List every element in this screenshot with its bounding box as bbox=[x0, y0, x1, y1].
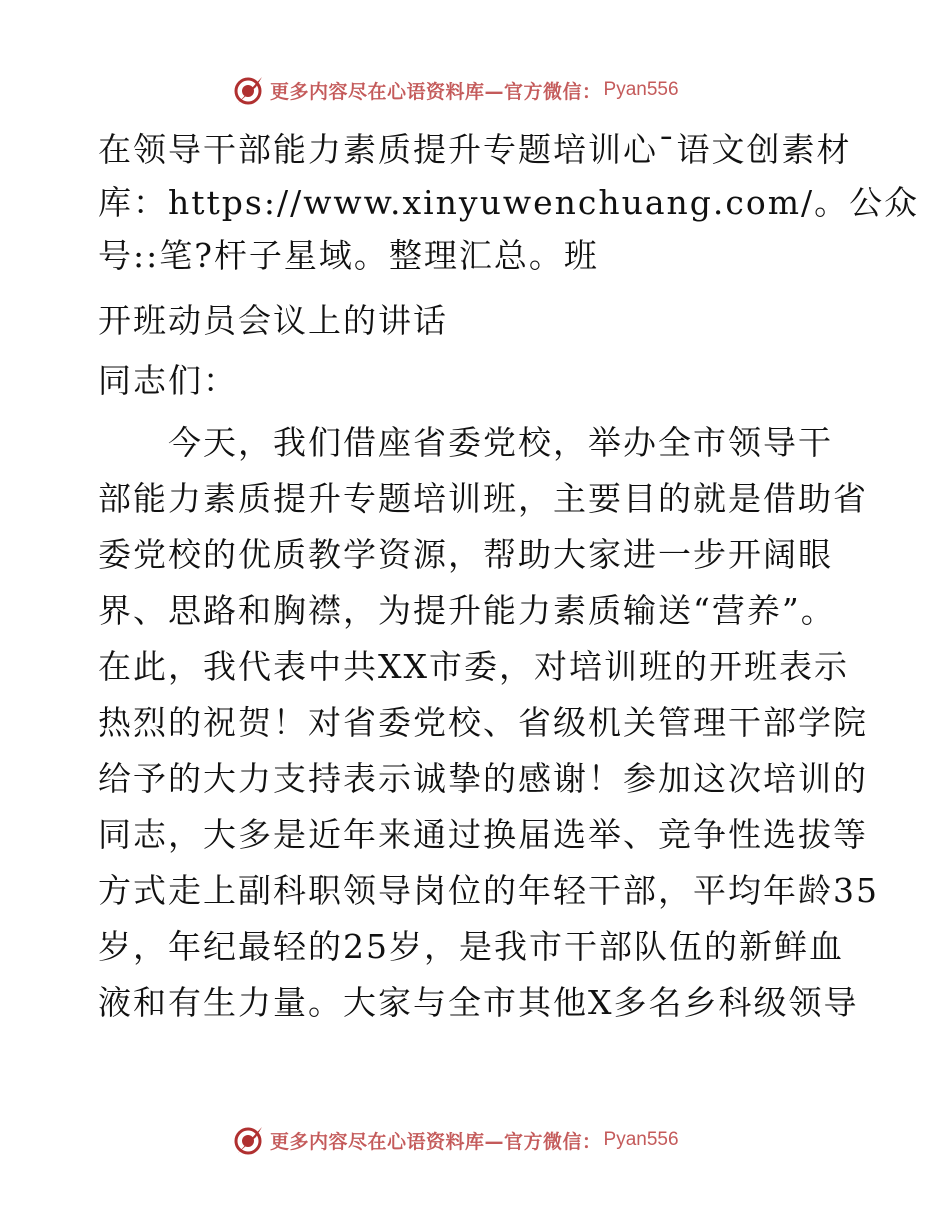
watermark-text: 更多内容尽在心语资料库—官方微信： bbox=[270, 80, 602, 103]
header-watermark bbox=[232, 72, 679, 108]
paragraph-line: 岁，年纪最轻的25岁，是我市干部队伍的新鲜血 bbox=[98, 927, 844, 966]
watermark-wechat-id: Pyan556 bbox=[603, 79, 679, 100]
intro-line-2: 库：https://www.xinyuwenchuang.com/。公众 bbox=[98, 183, 920, 222]
paragraph-line: 热烈的祝贺！对省委党校、省级机关管理干部学院 bbox=[98, 703, 868, 742]
intro-line-3: 号::笔?杆子星域。整理汇总。班 bbox=[98, 236, 599, 275]
paragraph-line: 部能力素质提升专题培训班，主要目的就是借助省 bbox=[98, 479, 868, 518]
paragraph-line: 界、思路和胸襟，为提升能力素质输送“营养”。 bbox=[98, 591, 836, 630]
quill-circle-icon bbox=[232, 73, 266, 107]
paragraph-line: 委党校的优质教学资源，帮助大家进一步开阔眼 bbox=[98, 535, 833, 574]
paragraph-line: 液和有生力量。大家与全市其他X多名乡科级领导 bbox=[98, 983, 859, 1022]
document-body bbox=[98, 126, 920, 1031]
document-title: 开班动员会议上的讲话 bbox=[98, 301, 448, 340]
paragraph-line: 在此，我代表中共XX市委，对培训班的开班表示 bbox=[98, 647, 849, 686]
watermark-wechat-id: Pyan556 bbox=[603, 1129, 679, 1150]
paragraph-line: 给予的大力支持表示诚挚的感谢！参加这次培训的 bbox=[98, 759, 868, 798]
quill-circle-icon bbox=[232, 1123, 266, 1157]
paragraph-line: 今天，我们借座省委党校，举办全市领导干 bbox=[168, 423, 833, 462]
paragraph-line: 同志，大多是近年来通过换届选举、竞争性选拔等 bbox=[98, 815, 868, 854]
paragraph-line: 方式走上副科职领导岗位的年轻干部，平均年龄35 bbox=[98, 871, 879, 910]
watermark-text: 更多内容尽在心语资料库—官方微信： bbox=[270, 1130, 602, 1153]
intro-line-1: 在领导干部能力素质提升专题培训心¯语文创素材 bbox=[98, 130, 852, 169]
footer-watermark bbox=[232, 1122, 679, 1158]
greeting: 同志们： bbox=[98, 361, 238, 400]
